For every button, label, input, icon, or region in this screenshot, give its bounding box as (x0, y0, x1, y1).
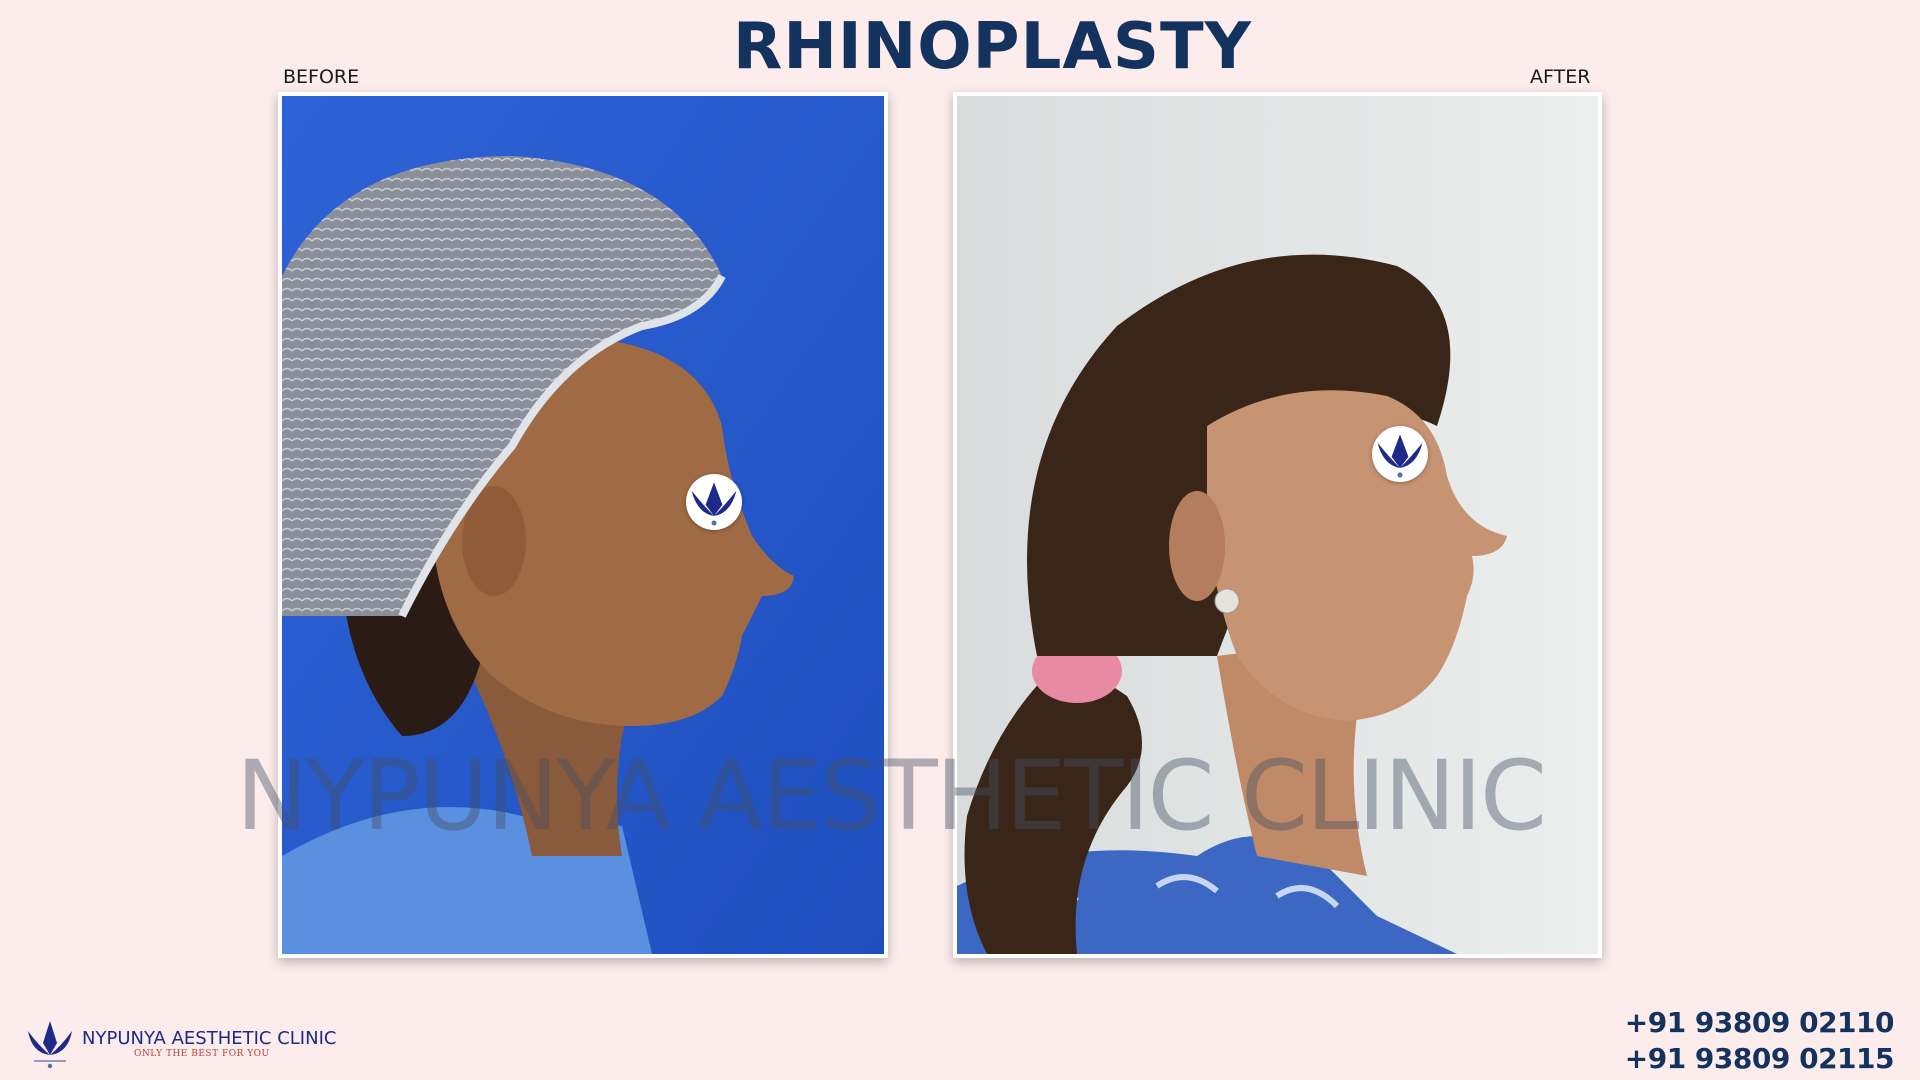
phone-number[interactable]: +91 93809 02115 (1624, 1042, 1894, 1075)
before-portrait-illustration (282, 96, 884, 954)
lotus-logo-icon (24, 1015, 76, 1071)
page-title: RHINOPLASTY (733, 10, 1252, 84)
brand-tagline: ONLY THE BEST FOR YOU (134, 1048, 270, 1059)
logo-badge-icon (686, 474, 742, 530)
after-portrait-illustration (957, 96, 1598, 954)
clinic-watermark: NYPUNYA AESTHETIC CLINIC (236, 740, 1546, 852)
before-photo (278, 92, 888, 958)
after-photo (953, 92, 1602, 958)
phone-number[interactable]: +91 93809 02110 (1624, 1006, 1894, 1039)
contact-phones (1625, 1005, 1894, 1077)
clinic-logo (24, 1015, 336, 1071)
after-label: AFTER (1530, 66, 1591, 88)
brand-name: NYPUNYA AESTHETIC CLINIC (82, 1027, 337, 1049)
before-label: BEFORE (283, 66, 360, 88)
logo-badge-icon (1372, 426, 1428, 482)
